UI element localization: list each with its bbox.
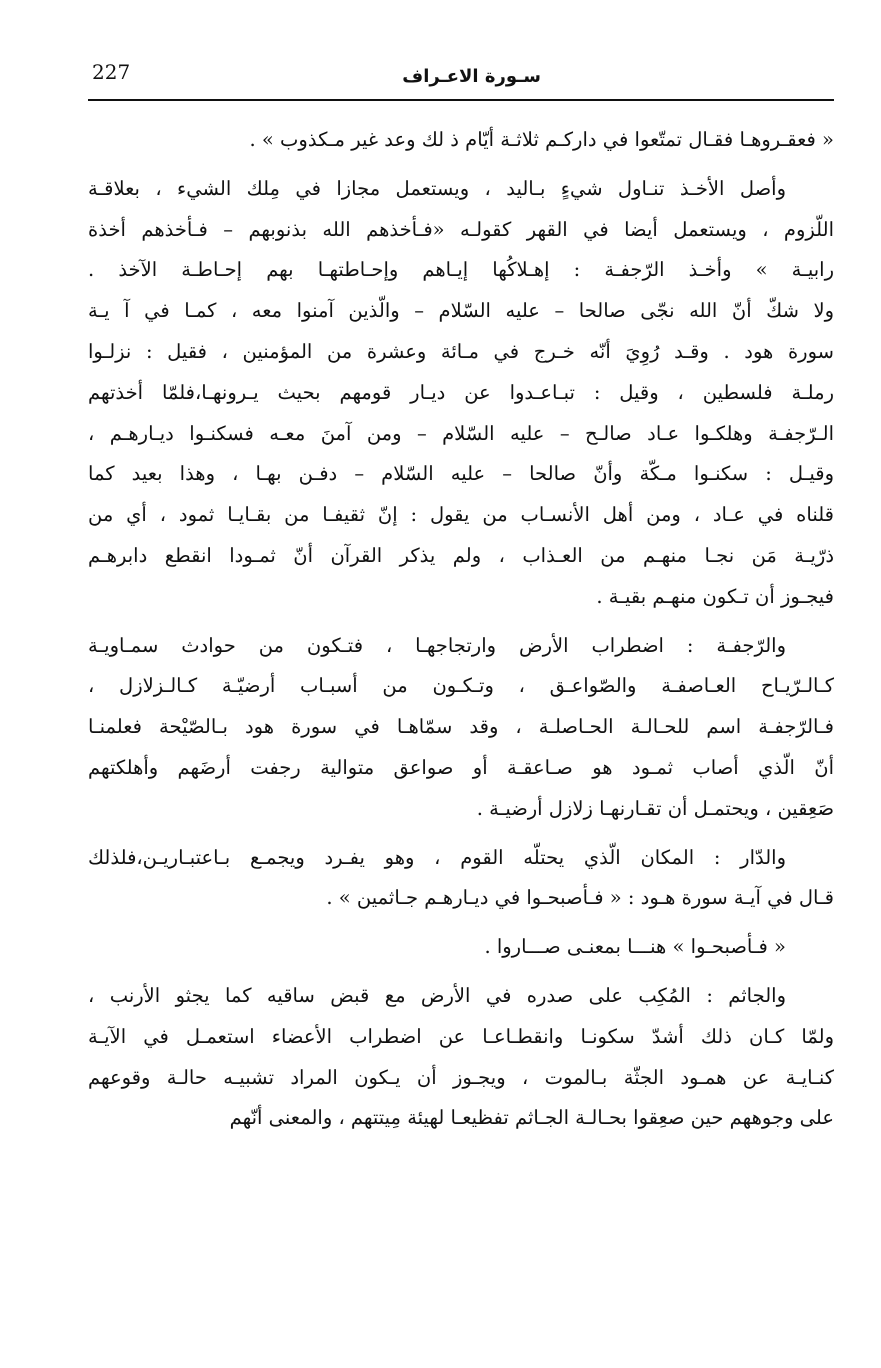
text-line: رابيـة » وأخـذ الرّجفـة : إهـلاكُها إيـاهم وإحـاطتهـا بهم إحـاطـة الآخذ . [88,258,834,282]
paragraph [88,838,834,920]
paragraph [88,626,834,830]
text-line: الـرّجفـة وهلكـوا عـاد صالـح – عليه السّلام – ومن آمنَ معـه فسكنـوا ديـارهـم ، [88,421,834,445]
text-line: صَعِقين ، ويحتمـل أن تقـارنهـا زلازل أرضيـة . [476,796,834,820]
header-rule [88,99,834,101]
text-line: « فـأصبحـوا » هنـــا بمعنـى صـــاروا . [484,935,786,959]
text-line: اللّزوم ، ويستعمل أيضا في القهر كقولـه «فـأخذهم الله بذنوبهم – فـأخذهم أخذة [88,217,834,241]
text-line: فـالرّجفـة اسم للحـالـة الحـاصلـة ، وقد سمّاهـا في سورة هود بـالصّيْحة فعلمنـا [88,715,834,739]
paragraph-gap [88,968,834,976]
text-line: « فعقـروهـا فقـال تمتّعوا في داركـم ثلاثـة أيّام ذ لك وعد غير مـكذوب » . [249,128,834,151]
paragraph [88,976,834,1139]
page-number: 227 [92,60,131,84]
body-text [88,120,834,1139]
text-line: قـال في آيـة سورة هـود : « فـأصبحـوا في ديـارهـم جـاثمين » . [326,886,834,910]
text-line: وقيـل : سكنـوا مـكّة وأنّ صالحا – عليه السّلام – دفـن بهـا ، وهذا بعيد كما [88,462,834,486]
text-line: فيجـوز أن تـكون منهـم بقيـة . [596,584,834,608]
paragraph-gap [88,919,834,927]
paragraph [88,120,834,161]
text-line: ولمّا كـان ذلك أشدّ سكونـا وانقطـاعـا عن اضطراب الأعضاء استعمـل في الآيـة [88,1024,834,1048]
text-line: ولا شكّ أنّ الله نجّى صالحا – عليه السّلام – والّذين آمنوا معه ، كمـا في آ يـة [88,299,834,323]
text-line: رملـة فلسطين ، وقيل : تبـاعـدوا عن ديـار قومهم بحيث يـرونهـا،فلمّا أخذتهم [88,380,834,404]
text-line: وأصل الأخـذ تنـاول شيءٍ بـاليد ، ويستعمل مجازا في مِلك الشيء ، بعلاقـة [88,176,786,200]
text-line: ذرّيـة مَن نجـا منهـم من العـذاب ، ولم يذكر القرآن أنّ ثمـودا انقطع دابرهـم [88,543,834,567]
paragraph-gap [88,161,834,169]
text-line: والجاثم : المُكِب على صدره في الأرض مع قبض ساقيه كما يجثو الأرنب ، [88,983,786,1007]
paragraph [88,927,834,968]
text-line: أنّ الّذي أصاب ثمـود هو صـاعقـة أو صواعق متوالية رجفت أرضَهم وأهلكتهم [88,755,834,779]
paragraph-gap [88,830,834,838]
text-line: سورة هود . وقـد رُوِيَ أنّه خـرج في مـائة وعشرة من المؤمنين ، فقيل : نزلـوا [88,339,834,363]
paragraph [88,169,834,618]
text-line: والرّجفـة : اضطراب الأرض وارتجاجهـا ، فتـكون من حوادث سمـاويـة [88,633,786,657]
surah-title: سـورة الاعـراف [402,66,541,87]
text-line: كنـايـة عن همـود الجثّة بـالموت ، ويجـوز أن يـكون المراد تشبيـه حالـة وقوعهم [88,1065,834,1089]
text-line: كـالـرّيـاح العـاصفـة والصّواعـق ، وتـكـون من أسبـاب أرضيّـة كـالـزلازل ، [88,674,834,698]
paragraph-gap [88,618,834,626]
text-line: على وجوههم حين صعِقوا بحـالـة الجـاثم تفظيعـا لهيئة مِيتتهم ، والمعنى أنّهم [229,1106,834,1130]
text-line: قلناه في عـاد ، ومن أهل الأنسـاب من يقول : إنّ ثقيفـا من بقـايـا ثمود ، أي من [88,503,834,527]
text-line: والدّار : المكان الّذي يحتلّه القوم ، وهو يفـرد ويجمـع بـاعتبـاريـن،فلذلك [88,845,786,869]
